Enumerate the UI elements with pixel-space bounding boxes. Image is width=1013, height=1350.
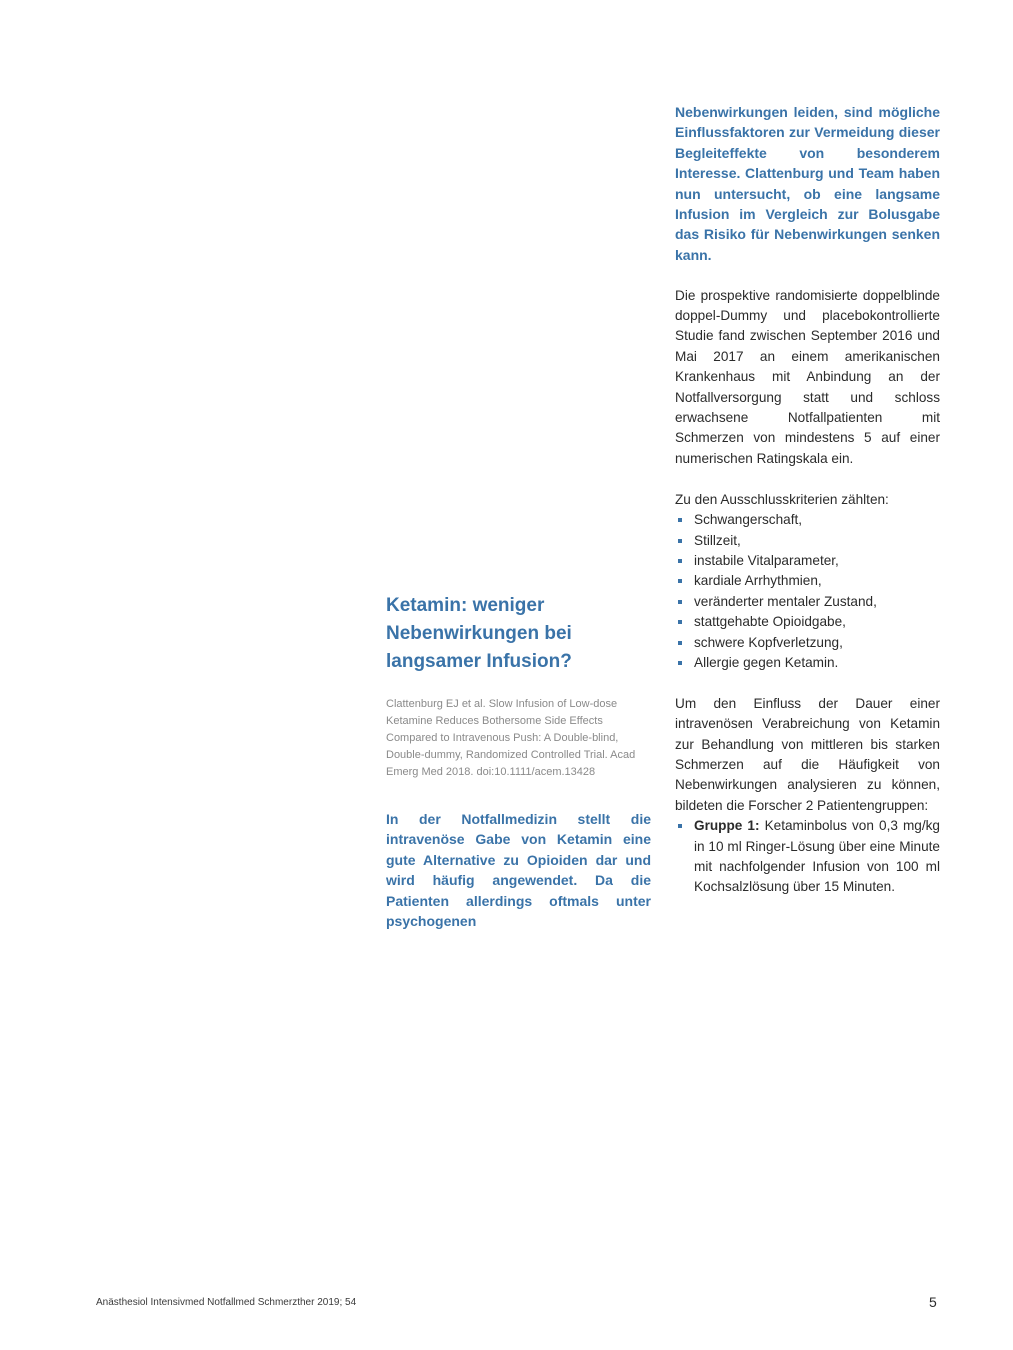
bullet-icon	[678, 518, 682, 522]
groups-paragraph: Um den Einfluss der Dauer einer intravenösen Verabreichung von Ketamin zur Behandlung von mittleren bis starken Schmerzen auf die Häufigkeit von Nebenwirkungen analysieren zu können, bildeten die Forscher 2 Patientengruppen:	[675, 695, 940, 813]
list-item: kardiale Arrhythmien,	[675, 571, 940, 591]
lead-paragraph-end: Nebenwirkungen leiden, sind mögliche Einflussfaktoren zur Vermeidung dieser Begleiteffekte von besonderem Interesse. Clattenburg und Team haben nun untersucht, ob eine langsame Infusion im Vergleich zur Bolusgabe das Risiko für Nebenwirkungen senken kann.	[675, 104, 940, 263]
bullet-icon	[678, 824, 682, 828]
study-paragraph: Die prospektive randomisierte doppelblinde doppel-Dummy und placebokontrollierte Studie fand zwischen September 2016 und Mai 2017 an einem amerikanischen Krankenhaus mit Anbindung an der Notfallversorgung statt und schloss erwachsene Notfallpatienten mit Schmerzen von mindestens 5 auf einer numerischen Ratingskala ein.	[675, 287, 940, 466]
list-item: stattgehabte Opioidgabe,	[675, 612, 940, 632]
bullet-icon	[678, 559, 682, 563]
journal-reference: Anästhesiol Intensivmed Notfallmed Schmerzther 2019; 54	[96, 1297, 357, 1308]
group-description: Ketaminbolus von 0,3 mg/kg in 10 ml Ringer-Lösung über eine Minute mit nachfolgender Infusion von 100 ml Kochsalzlösung über 15 Minuten.	[694, 818, 940, 895]
bullet-icon	[678, 539, 682, 543]
right-column	[675, 102, 940, 898]
lead-paragraph-start: In der Notfallmedizin stellt die intravenöse Gabe von Ketamin eine gute Alternative zu Opioiden dar und wird häufig angewendet. Da die Patienten allerdings oftmals unter psychogenen	[386, 811, 651, 930]
list-item: Stillzeit,	[675, 531, 940, 551]
list-item: veränderter mentaler Zustand,	[675, 592, 940, 612]
list-item	[675, 816, 940, 898]
exclusion-intro: Zu den Ausschlusskriterien zählten:	[675, 491, 889, 507]
bullet-icon	[678, 620, 682, 624]
bullet-icon	[678, 661, 682, 665]
list-item: schwere Kopfverletzung,	[675, 633, 940, 653]
list-item: Allergie gegen Ketamin.	[675, 653, 940, 673]
bullet-icon	[678, 600, 682, 604]
groups-list	[675, 816, 940, 898]
exclusion-list	[675, 510, 940, 673]
list-item: Schwangerschaft,	[675, 510, 940, 530]
left-column	[386, 592, 651, 931]
article-citation: Clattenburg EJ et al. Slow Infusion of Low-dose Ketamine Reduces Bothersome Side Effects Compared to Intravenous Push: A Double-blind, Double-dummy, Randomized Controlled Trial. Acad Emerg Med 2018. doi:10.1111/acem.13428	[386, 698, 636, 778]
bullet-icon	[678, 641, 682, 645]
list-item: instabile Vitalparameter,	[675, 551, 940, 571]
page-number: 5	[929, 1294, 937, 1310]
group-label: Gruppe 1:	[694, 818, 760, 834]
bullet-icon	[678, 579, 682, 583]
article-title: Ketamin: weniger Nebenwirkungen bei langsamer Infusion?	[386, 595, 572, 672]
